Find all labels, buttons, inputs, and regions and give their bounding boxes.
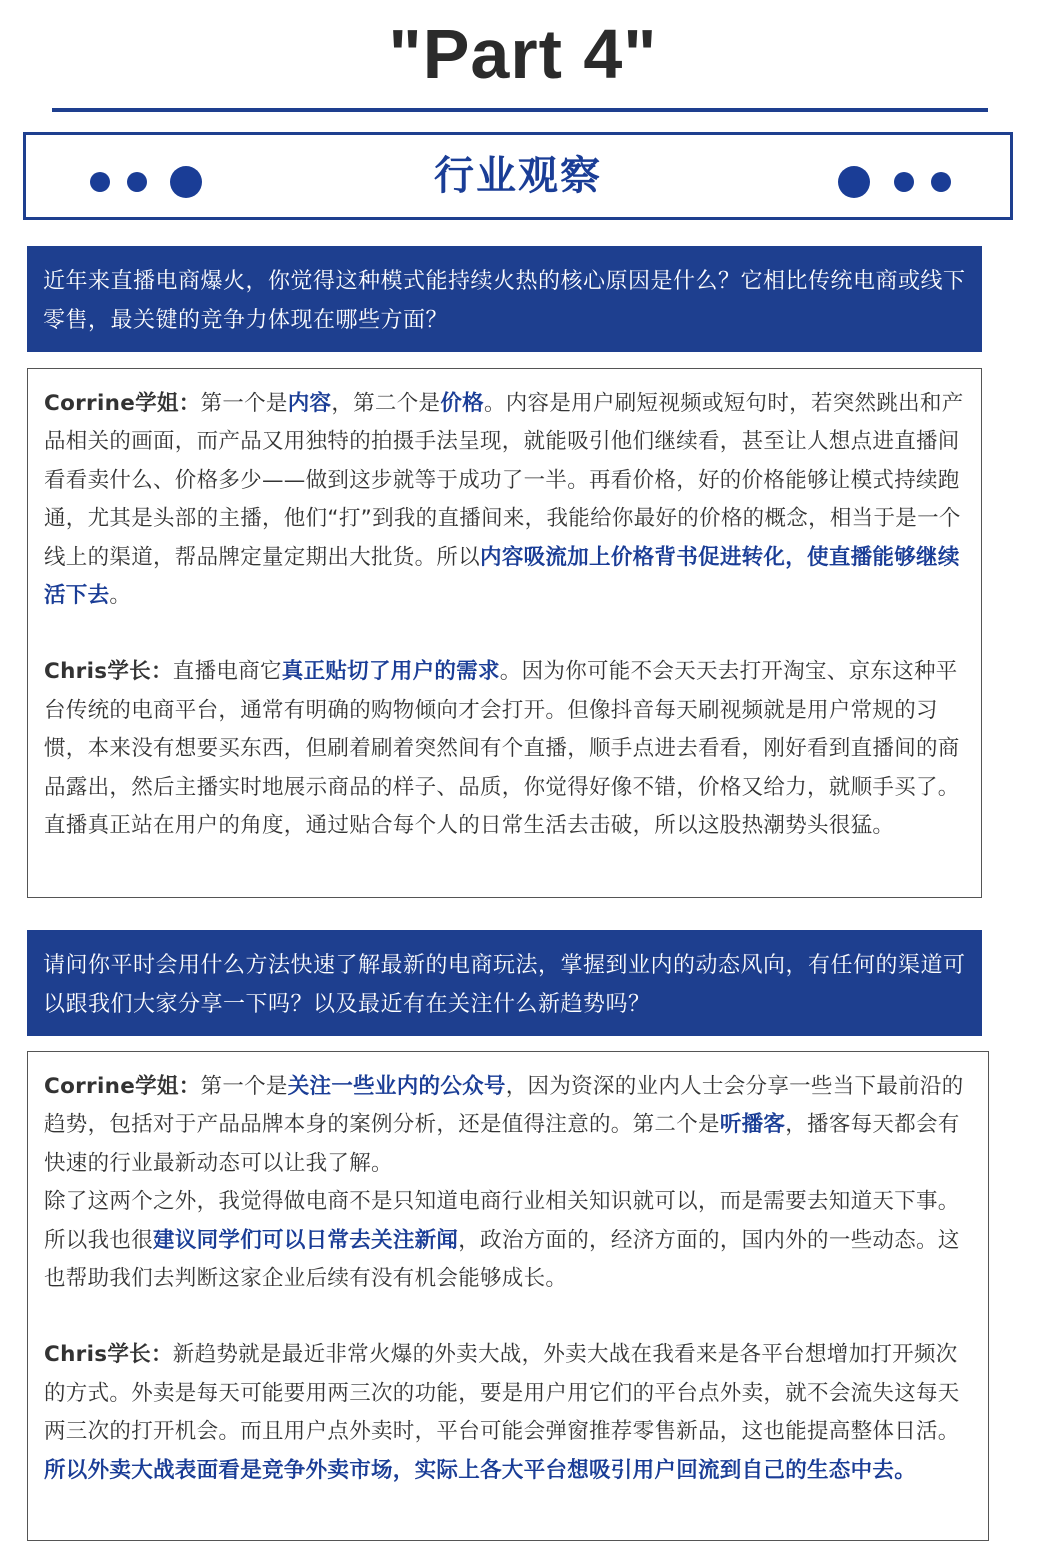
highlight-conclusion: 内容吸流加上价格背书促进转化，使直播能够继续活下去 xyxy=(44,544,960,609)
text: ，第二个是 xyxy=(331,391,441,416)
answer-2-corrine xyxy=(44,1068,974,1183)
title-divider xyxy=(52,108,988,112)
text: ，播客每天都会有快速的行业最新动态可以让我了解。 xyxy=(44,1112,960,1176)
paragraph-gap xyxy=(44,615,967,653)
text: 。因为你可能不会天天去打开淘宝、京东这种平台传统的电商平台，通常有明确的购物倾向才会打开。但像抖音每天刷视频就是用户常规的习惯，本来没有想要买东西，但刷着刷着突然间有个直播，顺手点进去看看，刚好看到直播间的商品露出，然后主播实时地展示商品的样子、品质，你觉得好像不错，价格又给力，就顺手买了。直播真正站在用户的角度，通过贴合每个人的日常生活去击破，所以这股热潮势头很猛。 xyxy=(44,659,960,839)
highlight-price: 价格 xyxy=(440,391,484,416)
question-2 xyxy=(27,930,982,1036)
speaker-corrine: Corrine学姐： xyxy=(44,1074,201,1099)
section-title: 行业观察 xyxy=(434,152,602,199)
text: 。 xyxy=(109,583,132,609)
section-banner xyxy=(23,132,1013,220)
speaker-chris: Chris学长： xyxy=(44,659,173,685)
answer-2 xyxy=(27,1051,989,1541)
speaker-chris: Chris学长： xyxy=(44,1342,173,1368)
text: 第一个是 xyxy=(200,1074,288,1099)
part-title: "Part 4" xyxy=(388,15,658,93)
speaker-corrine: Corrine学姐： xyxy=(44,391,201,416)
text: ，政治方面的，经济方面的，国内外的一些动态。这也帮助我们去判断这家企业后续有没有机会能够成长。 xyxy=(44,1227,960,1292)
question-2-text: 请问你平时会用什么方法快速了解最新的电商玩法，掌握到业内的动态风向，有任何的渠道可以跟我们大家分享一下吗？以及最近有在关注什么新趋势吗？ xyxy=(43,953,966,1017)
text: 第一个是 xyxy=(200,391,288,416)
text: 新趋势就是最近非常火爆的外卖大战，外卖大战在我看来是各平台想增加打开频次的方式。外卖是每天可能要用两三次的功能，要是用户用它们的平台点外卖，就不会流失这每天两三次的打开机会。而且用户点外卖时，平台可能会弹窗推荐零售新品，这也能提高整体日活。 xyxy=(44,1342,960,1445)
answer-2-chris xyxy=(44,1336,974,1490)
dot-right-3 xyxy=(931,172,951,192)
answer-1 xyxy=(27,368,982,898)
question-1 xyxy=(27,246,982,352)
highlight-content: 内容 xyxy=(287,391,332,416)
dot-right-2 xyxy=(894,172,914,192)
text: 。内容是用户刷短视频或短句时，若突然跳出和产品相关的画面，而产品又用独特的拍摄手法呈现，就能吸引他们继续看，甚至让人想点进直播间看看卖什么、价格多少——做到这步就等于成功了一半。再看价格，好的价格能够让模式持续跑通，尤其是头部的主播，他们“打”到我的直播间来，我能给你最好的价格的概念，相当于是一个线上的渠道，帮品牌定量定期出大批货。所以 xyxy=(44,391,964,570)
answer-1-chris xyxy=(44,653,967,845)
highlight-delivery-war: 所以外卖大战表面看是竞争外卖市场，实际上各大平台想吸引用户回流到自己的生态中去。 xyxy=(44,1457,917,1483)
text: ，因为资深的业内人士会分享一些当下最前沿的趋势，包括对于产品品牌本身的案例分析，还是值得注意的。第二个是 xyxy=(44,1074,964,1138)
dot-right-1 xyxy=(838,166,870,198)
highlight-wechat-accounts: 关注一些业内的公众号 xyxy=(287,1074,506,1099)
highlight-user-need: 真正贴切了用户的需求 xyxy=(281,659,500,685)
question-1-text: 近年来直播电商爆火，你觉得这种模式能持续火热的核心原因是什么？它相比传统电商或线下零售，最关键的竞争力体现在哪些方面？ xyxy=(43,269,966,333)
highlight-podcast: 听播客 xyxy=(719,1112,786,1138)
paragraph-gap xyxy=(44,1298,974,1336)
answer-1-corrine xyxy=(44,385,967,615)
highlight-news: 建议同学们可以日常去关注新闻 xyxy=(153,1227,459,1253)
answer-2-corrine-p2 xyxy=(44,1183,974,1298)
text: 直播电商它 xyxy=(172,659,282,685)
text: 除了这两个之外，我觉得做电商不是只知道电商行业相关知识就可以，而是需要去知道天下事。所以我也很 xyxy=(44,1189,960,1253)
